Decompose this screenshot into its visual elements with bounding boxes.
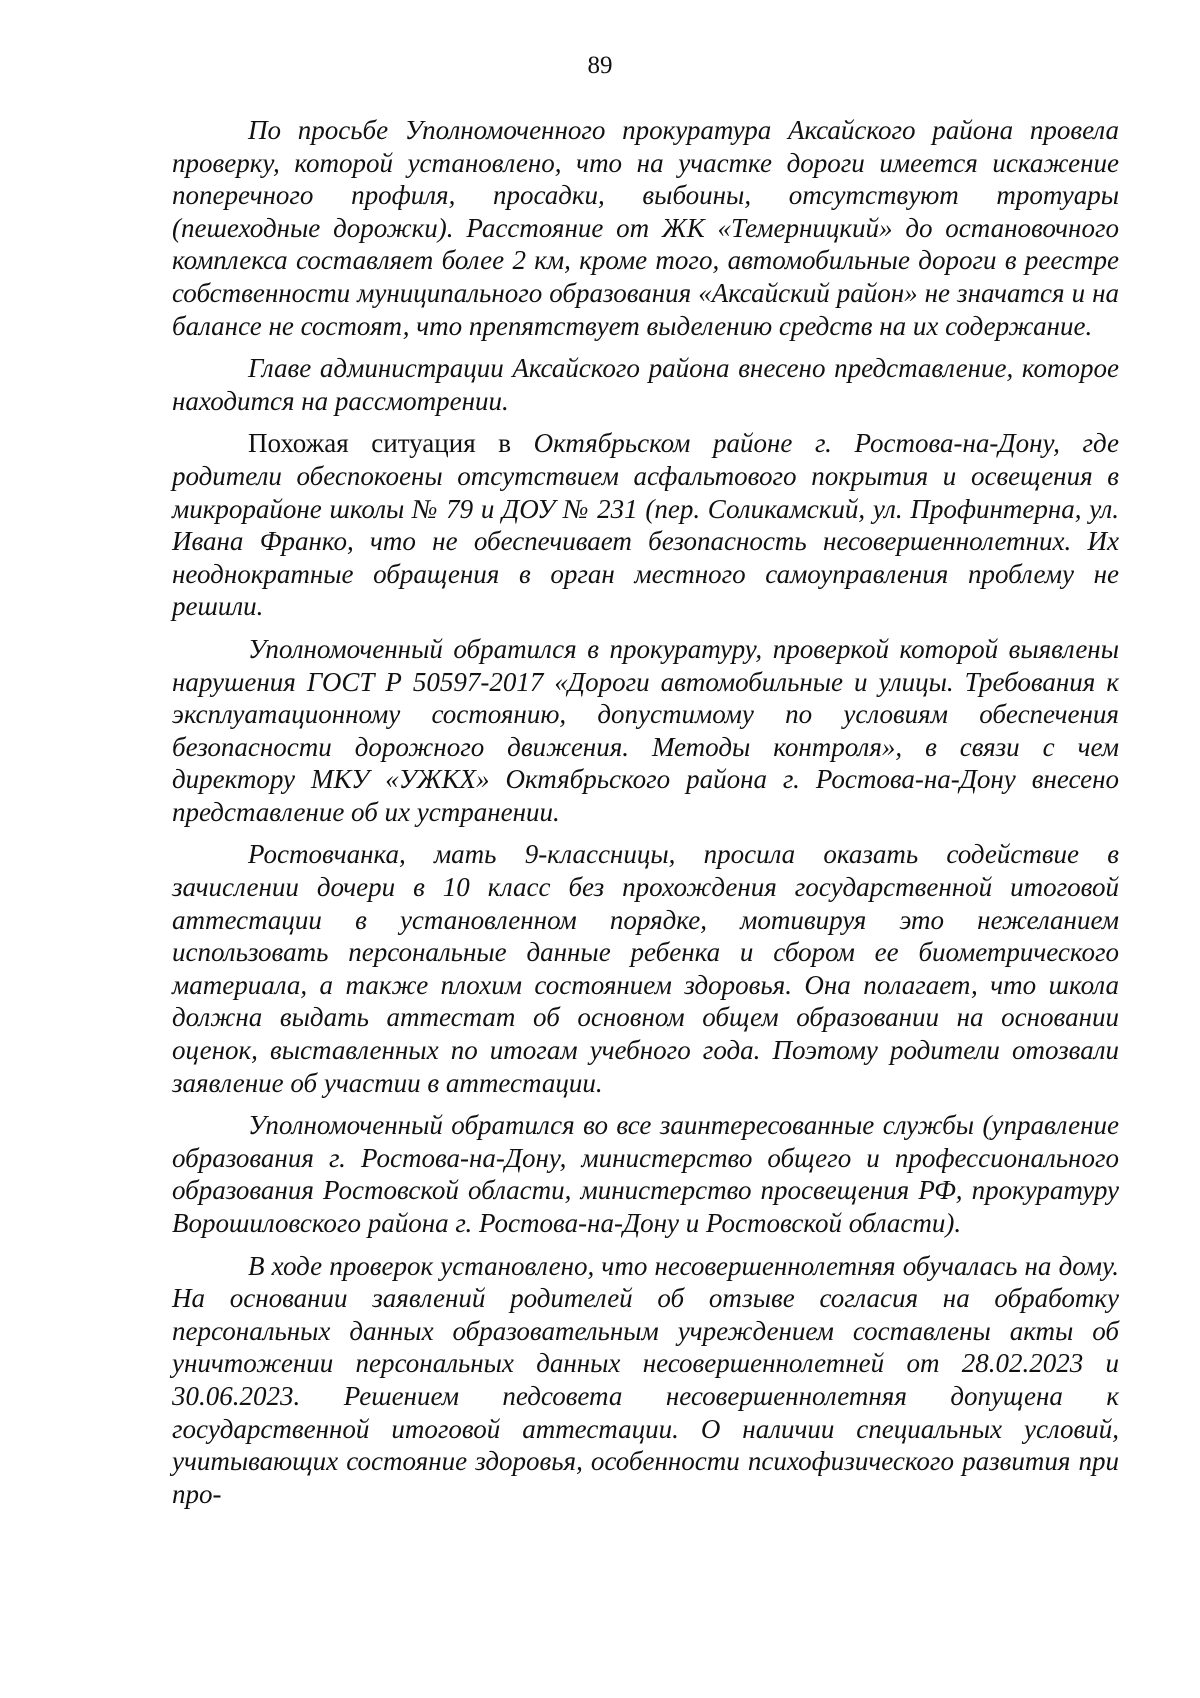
paragraph-4 (172, 633, 1119, 829)
paragraph-3-text: Октябрьском районе г. Ростова-на-Дону, где родители обеспокоены отсутствием асфальтового покрытия и освещения в микрорайоне школы № 79 и ДОУ № 231 (пер. Соликамский, ул. Профинтерна, ул. Ивана Франко, что не обеспечивает безопасность несовершеннолетних. Их неоднократные обращения в орган местного самоуправления проблему не решили. (172, 428, 1119, 622)
paragraph-5 (172, 838, 1119, 1099)
paragraph-6 (172, 1109, 1119, 1239)
paragraph-7-text: В ходе проверок установлено, что несовершеннолетняя обучалась на дому. На основании заявлений родителей об отзыве согласия на обработку персональных данных образовательным учреждением составлены акты об уничтожении персональных данных несовершеннолетней от 28.02.2023 и 30.06.2023. Решением педсовета несовершеннолетняя допущена к государственной итоговой аттестации. О наличии специальных условий, учитывающих состояние здоровья, особенности психофизического развития при про- (172, 1250, 1119, 1509)
page-number: 89 (587, 52, 613, 79)
paragraph-1-text: По просьбе Уполномоченного прокуратура Аксайского района провела проверку, которой установлено, что на участке дороги имеется искажение поперечного профиля, просадки, выбоины, отсутствуют тротуары (пешеходные дорожки). Расстояние от ЖК «Темерницкий» до остановочного комплекса составляет более 2 км, кроме того, автомобильные дороги в реестре собственности муниципального образования «Аксайский район» не значатся и на балансе не состоят, что препятствует выделению средств на их содержание. (172, 115, 1119, 341)
paragraph-2 (172, 352, 1119, 417)
paragraph-4-text: Уполномоченный обратился в прокуратуру, проверкой которой выявлены нарушения ГОСТ Р 50597-2017 «Дороги автомобильные и улицы. Требования к эксплуатационному состоянию, допустимому по условиям обеспечения безопасности дорожного движения. Методы контроля», в связи с чем директору МКУ «УЖКХ» Октябрьского района г. Ростова-на-Дону внесено представление об их устранении. (172, 633, 1119, 827)
paragraph-7 (172, 1250, 1119, 1511)
paragraph-5-text: Ростовчанка, мать 9-классницы, просила оказать содействие в зачислении дочери в 10 класс без прохождения государственной итоговой аттестации в установленном порядке, мотивируя это нежеланием использовать персональные данные ребенка и сбором ее биометрического материала, а также плохим состоянием здоровья. Она полагает, что школа должна выдать аттестат об основном общем образовании на основании оценок, выставленных по итогам учебного года. Поэтому родители отозвали заявление об участии в аттестации. (172, 839, 1119, 1098)
paragraph-2-text: Главе администрации Аксайского района внесено представление, которое находится на рассмотрении. (172, 353, 1119, 416)
paragraph-3 (172, 427, 1119, 623)
paragraph-3-lead: Похожая ситуация в (248, 428, 534, 459)
paragraph-1 (172, 114, 1119, 342)
paragraph-6-text: Уполномоченный обратился во все заинтересованные службы (управление образования г. Ростова-на-Дону, министерство общего и профессионального образования Ростовской области, министерство просвещения РФ, прокуратуру Ворошиловского района г. Ростова-на-Дону и Ростовской области). (172, 1110, 1119, 1238)
document-body (172, 114, 1119, 1510)
